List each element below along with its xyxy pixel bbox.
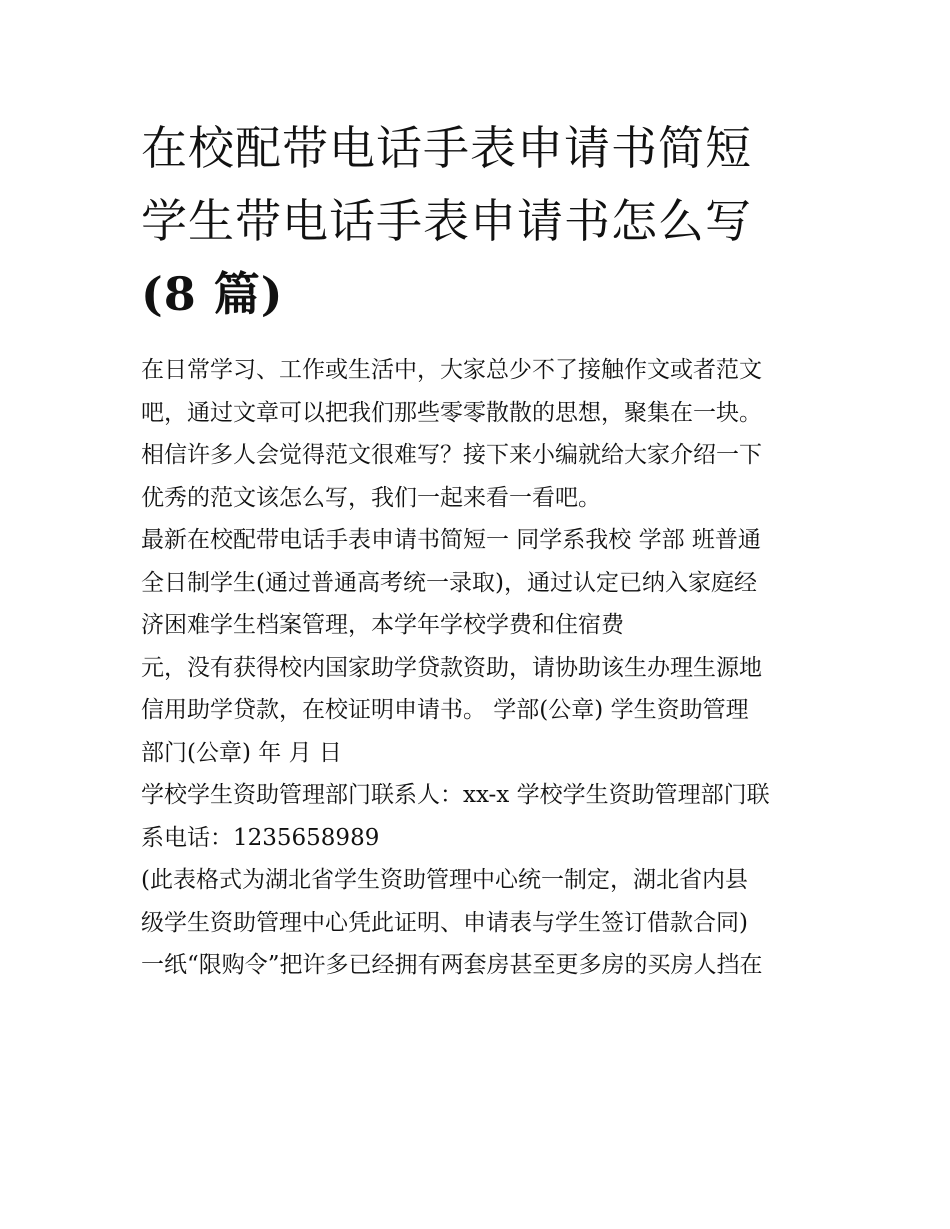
- document-title: [141, 112, 821, 331]
- paragraph-note: (此表格式为湖北省学生资助管理中心统一制定，湖北省内县 级学生资助管理中心凭此证明、申请表与学生签订借款合同): [141, 867, 748, 936]
- title-line-1: 在校配带电话手表申请书简短: [141, 121, 752, 175]
- title-spacer: [141, 331, 821, 349]
- title-line-3: (8 篇): [141, 267, 284, 321]
- paragraph-intro: 在日常学习、工作或生活中，大家总少不了接触作文或者范文 吧，通过文章可以把我们那些零零散散的思想，聚集在一块。 相信许多人会觉得范文很难写？接下来小编就给大家介绍一下 优秀的范文该怎么写，我们一起来看一看吧。: [141, 357, 762, 511]
- document-body: [141, 112, 821, 987]
- title-line-2: 学生带电话手表申请书怎么写: [141, 194, 752, 248]
- paragraph-loan-request: 元，没有获得校内国家助学贷款资助，请协助该生办理生源地 信用助学贷款，在校证明申请书。 学部(公章) 学生资助管理 部门(公章) 年 月 日: [141, 654, 762, 766]
- paragraph-contact: 学校学生资助管理部门联系人：xx-x 学校学生资助管理部门联 系电话：1235658989: [141, 782, 770, 851]
- paragraph-application: 最新在校配带电话手表申请书简短一 同学系我校 学部 班普通 全日制学生(通过普通高考统一录取)，通过认定已纳入家庭经 济困难学生档案管理，本学年学校学费和住宿费: [141, 527, 761, 638]
- paragraph-purchase-limit: 一纸“限购令”把许多已经拥有两套房甚至更多房的买房人挡在: [141, 952, 763, 978]
